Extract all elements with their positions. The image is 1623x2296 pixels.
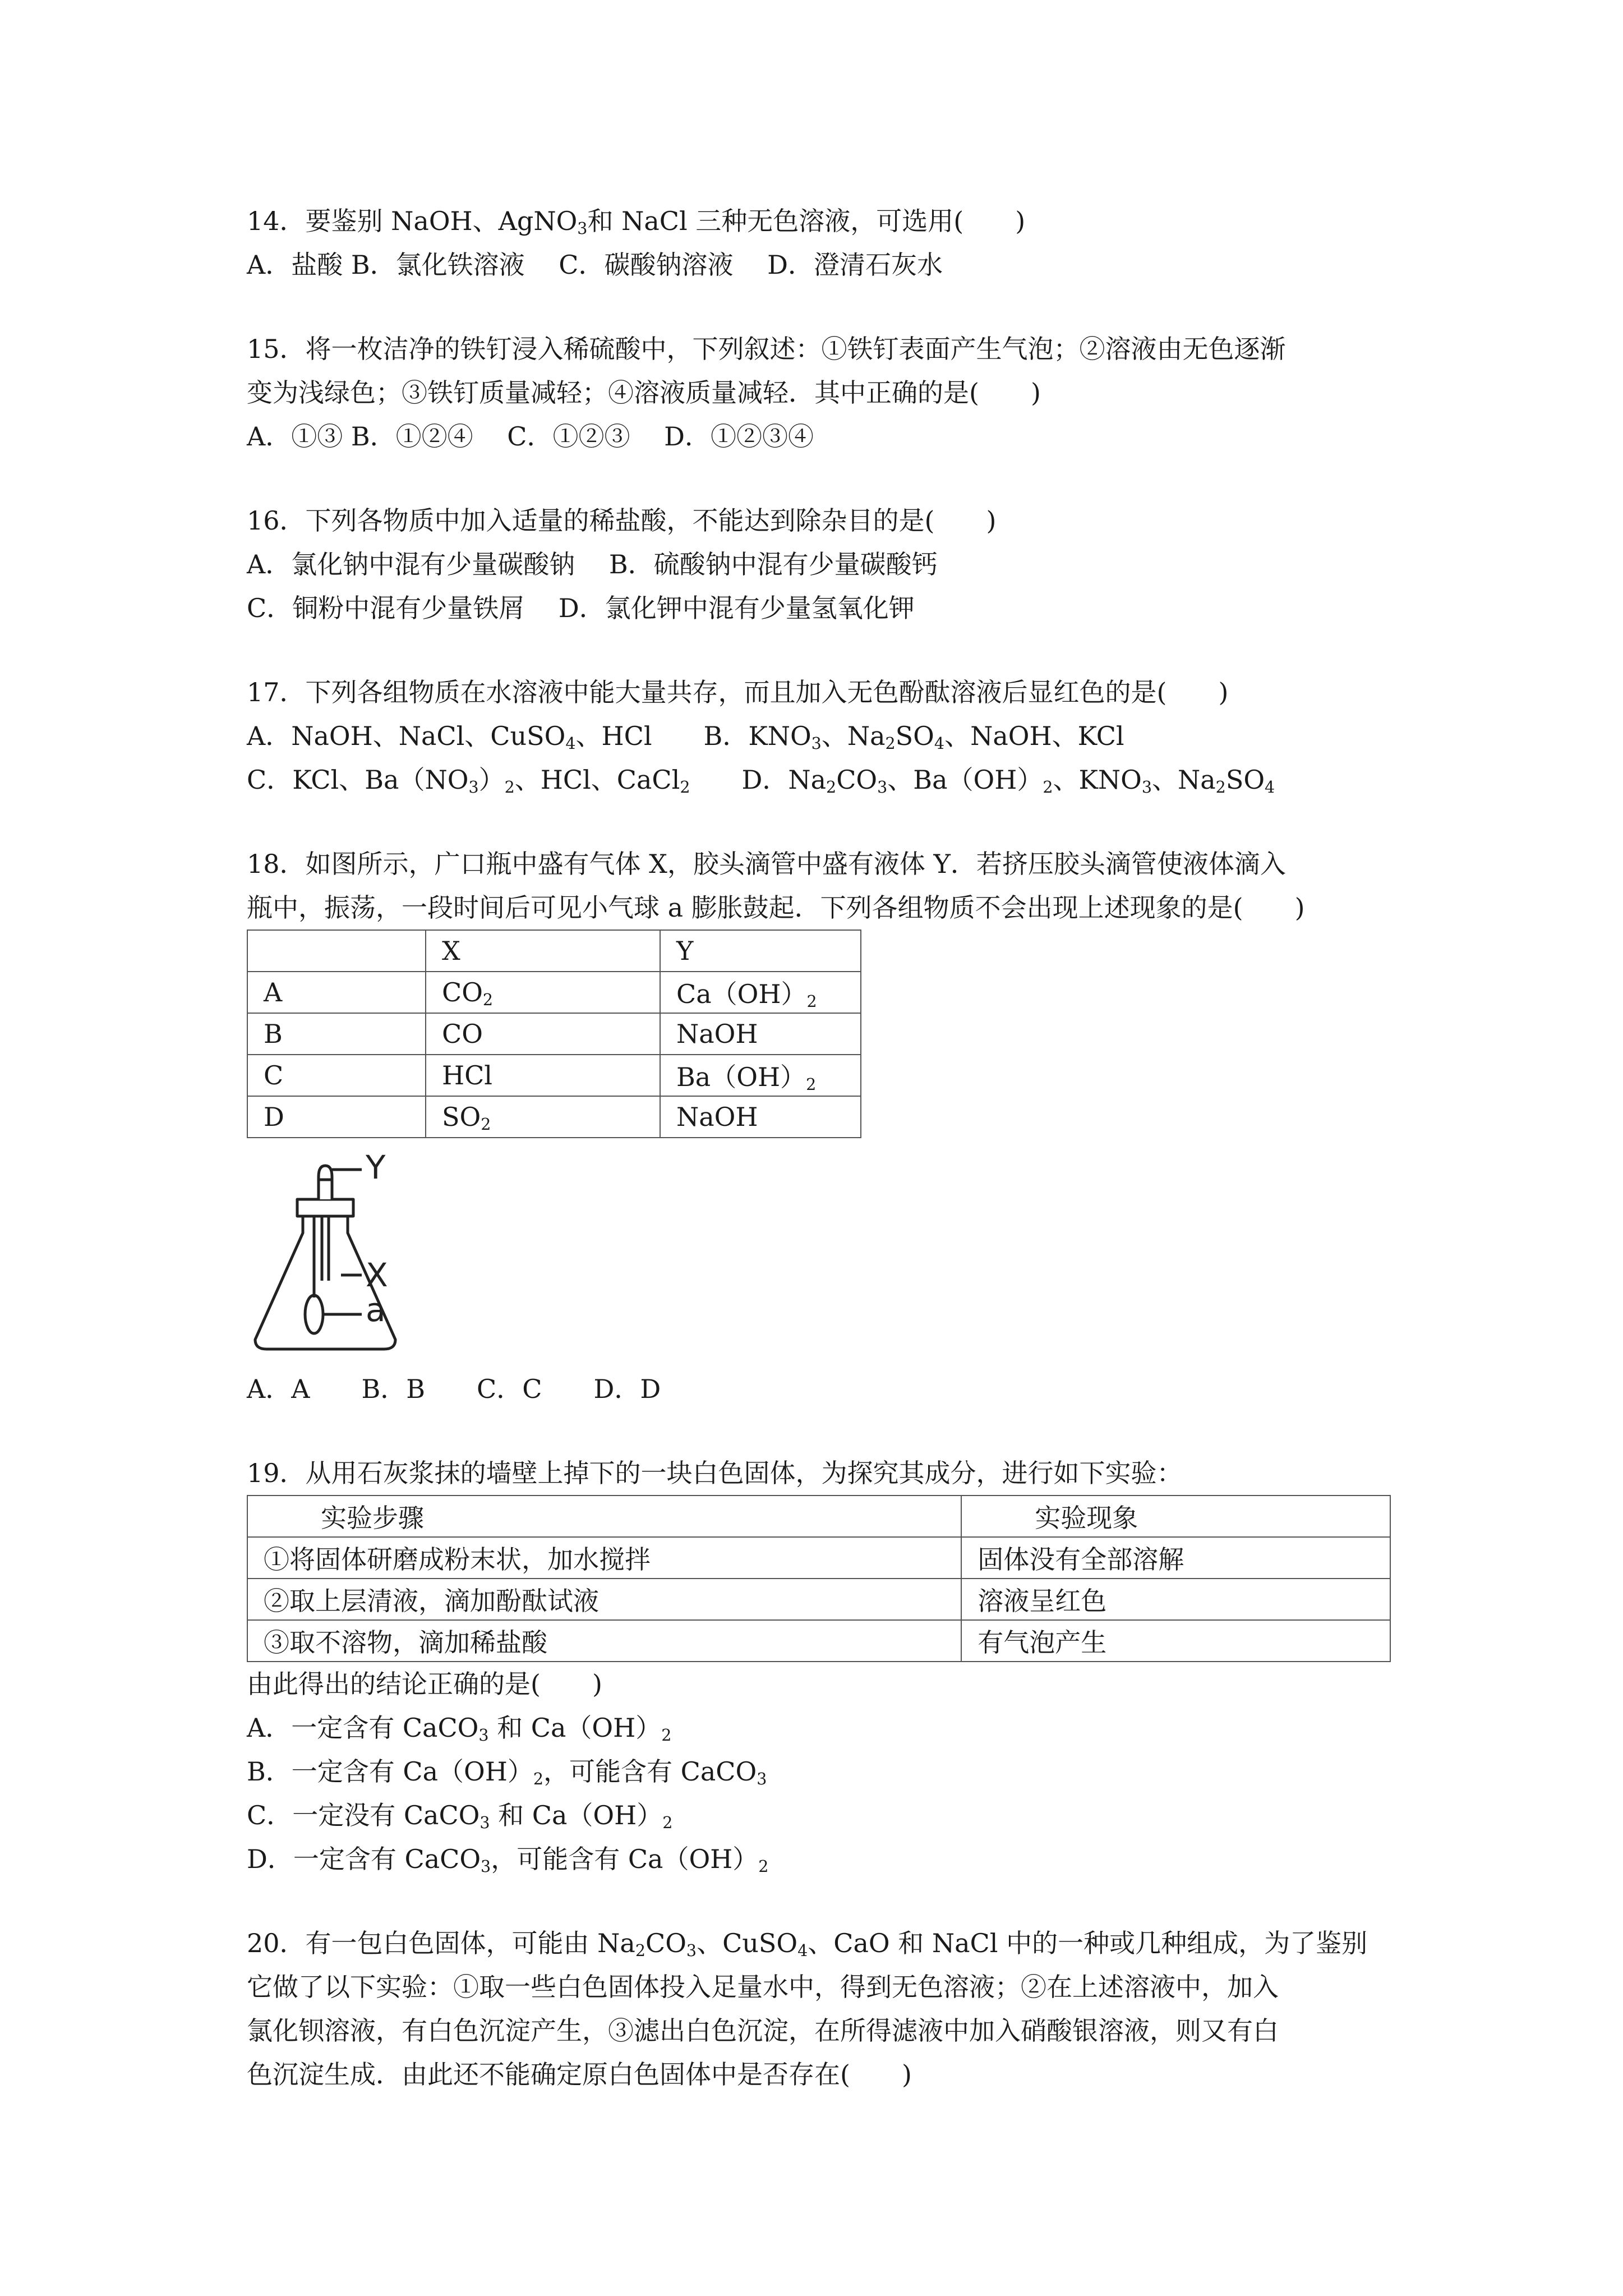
- q14-options: A．盐酸 B．氯化铁溶液 C．碳酸钠溶液 D．澄清石灰水: [247, 250, 943, 280]
- table-cell: ③取不溶物，滴加稀盐酸: [247, 1620, 961, 1662]
- q19-table: [247, 1495, 1391, 1662]
- question-14: [247, 199, 1391, 287]
- q15-stem-line1: 15．将一枚洁净的铁钉浸入稀硫酸中，下列叙述：①铁钉表面产生气泡；②溶液由无色逐渐: [247, 334, 1286, 364]
- q20-stem-line3: 氯化钡溶液，有白色沉淀产生，③滤出白色沉淀，在所得滤液中加入硝酸银溶液，则又有白: [247, 2016, 1279, 2046]
- flask-dropper-balloon-figure: [247, 1146, 415, 1354]
- table-row: [247, 1013, 861, 1055]
- table-cell: CO: [426, 1013, 660, 1055]
- q17-options-row1: A．NaOH、NaCl、CuSO$_4$、HCl B．$KNO_3$、$Na_2SO_4$、NaOH、KCl: [247, 721, 1124, 753]
- q19-option-a: A．一定含有 CaCO$_3$ 和 $Ca(OH)_2$: [247, 1713, 672, 1745]
- q18-table: [247, 930, 861, 1138]
- table-cell: Y: [660, 930, 861, 972]
- table-cell: HCl: [426, 1055, 660, 1096]
- table-cell: ②取上层清液，滴加酚酞试液: [247, 1579, 961, 1620]
- table-row: [247, 972, 861, 1013]
- table-cell: [247, 930, 426, 972]
- q19-option-d: D．一定含有 CaCO$_3$，可能含有 $Ca(OH)_2$: [247, 1844, 769, 1876]
- q20-stem-line2: 它做了以下实验：①取一些白色固体投入足量水中，得到无色溶液；②在上述溶液中，加入: [247, 1972, 1279, 2002]
- q14-stem: 14．要鉴别 NaOH、AgNO$_3$和 NaCl 三种无色溶液，可选用( ): [247, 206, 1026, 238]
- table-cell: NaOH: [660, 1013, 861, 1055]
- q16-options-row2: C．铜粉中混有少量铁屑 D．氯化钾中混有少量氢氧化钾: [247, 593, 915, 623]
- q15-stem-line2: 变为浅绿色；③铁钉质量减轻；④溶液质量减轻．其中正确的是( ): [247, 378, 1041, 408]
- exam-page: [247, 199, 1391, 2096]
- table-cell: 有气泡产生: [961, 1620, 1390, 1662]
- table-cell: NaOH: [660, 1096, 861, 1138]
- table-cell: 溶液呈红色: [961, 1579, 1390, 1620]
- q18-options: A．A B．B C．C D．D: [247, 1374, 661, 1404]
- q19-option-c: C．一定没有 CaCO$_3$ 和 $Ca(OH)_2$: [247, 1800, 673, 1833]
- q18-stem-line1: 18．如图所示，广口瓶中盛有气体 X，胶头滴管中盛有液体 Y．若挤压胶头滴管使液体滴入: [247, 849, 1286, 879]
- figure-label-y: Y: [366, 1148, 386, 1186]
- table-row: [247, 1620, 1390, 1662]
- question-19: [247, 1451, 1391, 1881]
- question-16: [247, 499, 1391, 630]
- q17-options-row2: C．KCl、$Ba(NO_3)_2$、HCl、CaCl$_2$ D．$Na_2CO_3$、$Ba(OH)_2$、$KNO_3$、$Na_2SO_4$: [247, 765, 1275, 797]
- q19-stem: 19．从用石灰浆抹的墙壁上掉下的一块白色固体，为探究其成分，进行如下实验：: [247, 1458, 1183, 1488]
- q16-options-row1: A．氯化钠中混有少量碳酸钠 B．硫酸钠中混有少量碳酸钙: [247, 549, 938, 579]
- question-15: [247, 327, 1391, 458]
- table-header-row: [247, 1496, 1390, 1537]
- table-cell: $Ca(OH)_2$: [660, 972, 861, 1013]
- q19-option-b: B．一定含有 $Ca(OH)_2$，可能含有 CaCO$_3$: [247, 1756, 767, 1789]
- table-cell: D: [247, 1096, 426, 1138]
- table-cell: C: [247, 1055, 426, 1096]
- table-cell: X: [426, 930, 660, 972]
- question-18: [247, 842, 1391, 1411]
- figure-label-a: a: [366, 1291, 386, 1329]
- table-cell: B: [247, 1013, 426, 1055]
- table-row: [247, 1537, 1390, 1579]
- question-17: [247, 670, 1391, 802]
- table-cell: ①将固体研磨成粉末状，加水搅拌: [247, 1537, 961, 1579]
- table-row: [247, 1096, 861, 1138]
- question-20: [247, 1921, 1391, 2096]
- q16-stem: 16．下列各物质中加入适量的稀盐酸，不能达到除杂目的是( ): [247, 505, 997, 536]
- table-header-row: [247, 930, 861, 972]
- table-row: [247, 1579, 1390, 1620]
- q19-conclusion: 由此得出的结论正确的是( ): [247, 1669, 602, 1699]
- q20-stem-line4: 色沉淀生成．由此还不能确定原白色固体中是否存在( ): [247, 2059, 912, 2090]
- q15-options: A．①③ B．①②④ C．①②③ D．①②③④: [247, 421, 814, 452]
- table-cell: 固体没有全部溶解: [961, 1537, 1390, 1579]
- table-row: [247, 1055, 861, 1096]
- q17-stem: 17．下列各组物质在水溶液中能大量共存，而且加入无色酚酞溶液后显红色的是( ): [247, 677, 1229, 707]
- table-cell: $Ba(OH)_2$: [660, 1055, 861, 1096]
- table-cell: A: [247, 972, 426, 1013]
- q20-stem-line1: 20．有一包白色固体，可能由 $Na_2CO_3$、CuSO$_4$、CaO 和 NaCl 中的一种或几种组成，为了鉴别: [247, 1928, 1368, 1961]
- table-cell: 实验现象: [961, 1496, 1390, 1537]
- q18-stem-line2: 瓶中，振荡，一段时间后可见小气球 a 膨胀鼓起．下列各组物质不会出现上述现象的是( ): [247, 892, 1305, 923]
- figure-label-x: X: [366, 1256, 388, 1294]
- table-cell: $SO_2$: [426, 1096, 660, 1138]
- table-cell: $CO_2$: [426, 972, 660, 1013]
- table-cell: 实验步骤: [247, 1496, 961, 1537]
